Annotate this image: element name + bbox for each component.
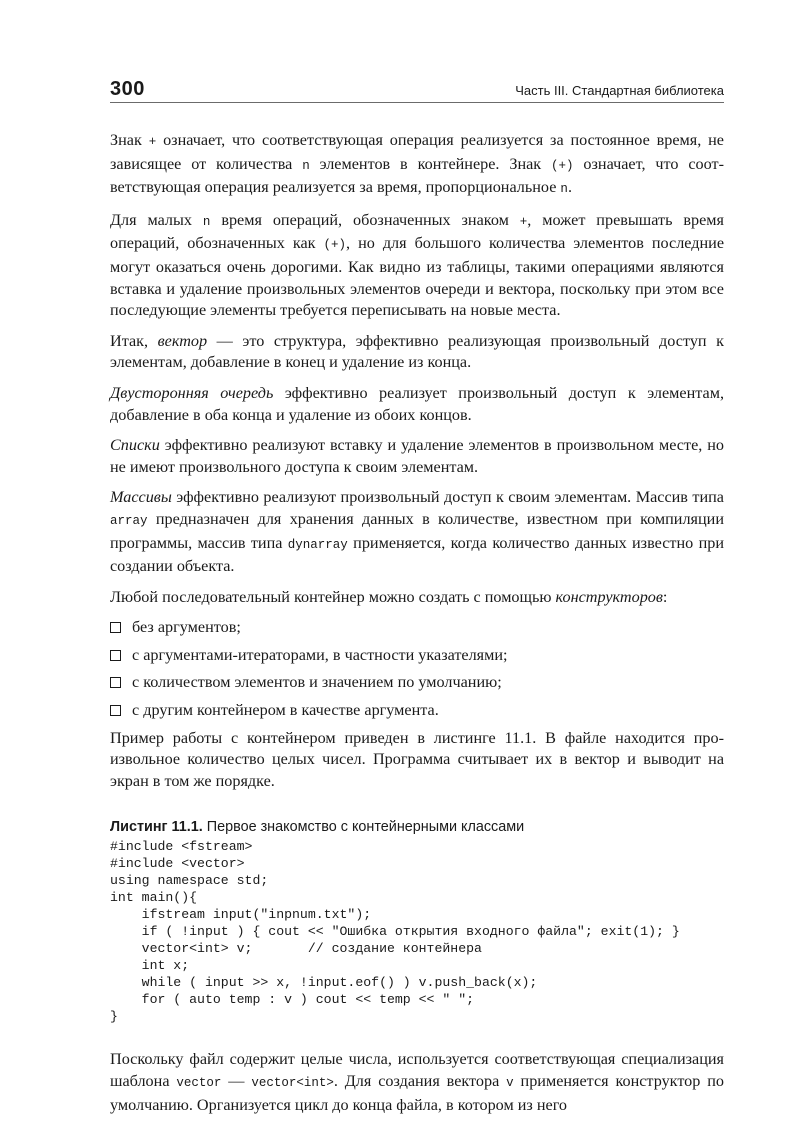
paragraph: Знак + означает, что соответствующая операция реализуется за постоянное время, не зависящее от количества n элементов в контейнере. Знак (+) означает, что соответствующая операция реализуется за время, пропорциональное n. bbox=[110, 131, 724, 197]
checkbox-square-icon bbox=[110, 677, 121, 688]
listing-label: Листинг 11.1. bbox=[110, 819, 203, 836]
listing-caption bbox=[110, 818, 724, 836]
list-item: без аргументов; bbox=[110, 617, 724, 639]
running-head: Часть III. Стандартная библиотека bbox=[515, 83, 724, 98]
paragraph: Любой последовательный контейнер можно создать с помощью конструкторов: bbox=[110, 587, 668, 606]
checkbox-square-icon bbox=[110, 705, 121, 716]
paragraph: Для малых n время операций, обозначенных знаком +, может превышать время операций, обозначенных как (+), но для большого количества элементов последние могут оказаться очень дорогими. Как видно из таблицы, такими операциями являются вставка и удаление произвольных элементов очереди и вектора, поскольку при этом все последующие элементы требуется переписывать на новые места. bbox=[110, 210, 725, 320]
paragraph: Массивы эффективно реализуют произвольный доступ к своим элементам. Массив типа array предназначен для хранения данных в количестве, известном при компиляции программы, массив типа dynarray применяется, когда количество данных известно при создании объекта. bbox=[110, 488, 724, 576]
listing-title: Первое знакомство с контейнерными классами bbox=[202, 819, 525, 836]
code-listing: #include <fstream> #include <vector> using namespace std; int main(){ ifstream input("inpnum.txt"); if ( !input ) { cout << "Ошибка открытия входного файла"; exit(1); } vector<int> v; // создание контейнера int x; while ( input >> x, !input.eof() ) v.push_back(x); for ( auto temp : v ) cout << temp << " "; } bbox=[110, 839, 680, 1025]
bullet-list bbox=[110, 617, 724, 721]
paragraph: Итак, вектор — это структура, эффективно реализующая произвольный доступ к элементам, добавление в конец и удаление из конца. bbox=[110, 331, 724, 372]
page-number: 300 bbox=[110, 78, 145, 100]
list-item: с аргументами-итераторами, в частности указателями; bbox=[110, 645, 724, 667]
checkbox-square-icon bbox=[110, 622, 121, 633]
list-item: с другим контейнером в качестве аргумента. bbox=[110, 700, 724, 722]
page-header bbox=[110, 78, 724, 103]
paragraph: Поскольку файл содержит целые числа, используется соответствующая специализация шаблона vector — vector<int>. Для создания вектора v применяется конструктор по умолчанию. Организуется цикл до конца файла, в котором из него bbox=[110, 1050, 724, 1114]
paragraph: Пример работы с контейнером приведен в листинге 11.1. В файле находится произвольное количество целых чисел. Программа считывает их в вектор и выводит на экран в том же порядке. bbox=[110, 728, 724, 790]
paragraph: Двусторонняя очередь эффективно реализует произвольный доступ к элементам, добавление в оба конца и удаление из обоих концов. bbox=[110, 383, 724, 424]
list-item: с количеством элементов и значением по умолчанию; bbox=[110, 672, 724, 694]
checkbox-square-icon bbox=[110, 650, 121, 661]
page-body bbox=[110, 130, 724, 1125]
paragraph: Списки эффективно реализуют вставку и удаление элементов в произвольном месте, но не имеют произвольного доступа к своим элементам. bbox=[110, 436, 724, 476]
